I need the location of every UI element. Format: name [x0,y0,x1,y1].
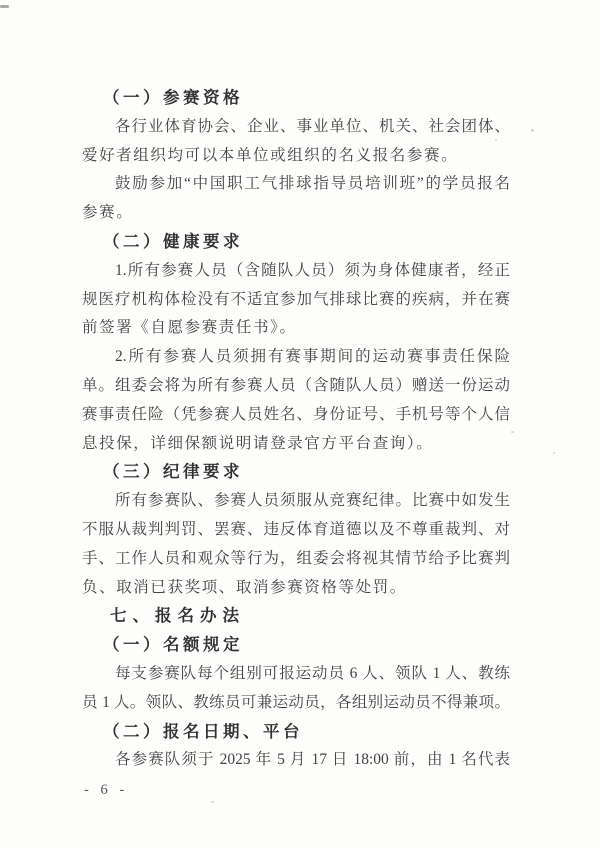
scan-speck [211,801,214,803]
page-number: - 6 - [84,782,129,798]
scan-edge-artifact [0,5,9,8]
document-line: 单。组委会将为所有参赛人员（含随队人员）赠送一份运动 [82,376,510,394]
section-heading: （二）健康要求 [103,231,243,251]
document-line: 每支参赛队每个组别可报运动员 6 人、领队 1 人、教练 [115,664,510,682]
document-line: 前签署《自愿参赛责任书》。 [82,319,297,337]
scan-speck [531,129,534,132]
document-line: 爱好者组织均可以本单位或组织的名义报名参赛。 [82,146,459,164]
document-line: 1.所有参赛人员（含随队人员）须为身体健康者，经正 [115,261,510,279]
document-line: 负、取消已获奖项、取消参赛资格等处罚。 [82,578,407,596]
document-line: 鼓励参加“中国职工气排球指导员培训班”的学员报名 [115,175,510,193]
document-line: 规医疗机构体检没有不适宜参加气排球比赛的疾病，并在赛 [82,290,510,308]
document-line: 2.所有参赛人员须拥有赛事期间的运动赛事责任保险 [115,348,510,366]
section-heading: （一）名额规定 [103,635,243,655]
section-heading: （一）参赛资格 [103,88,243,107]
document-line: 员 1 人。领队、教练员可兼运动员，各组别运动员不得兼项。 [82,693,510,711]
section-heading: 七、报名办法 [110,607,245,626]
document-line: 手、工作人员和观众等行为，组委会将视其情节给予比赛判 [82,549,510,567]
document-line: 息投保，详细保额说明请登录官方平台查询）。 [82,434,434,452]
document-body [82,84,510,775]
document-line: 各参赛队须于 2025 年 5 月 17 日 18:00 前，由 1 名代表 [115,751,510,769]
document-line: 各行业体育协会、企业、事业单位、机关、社会团体、 [115,117,510,135]
document-line: 赛事责任险（凭参赛人员姓名、身份证号、手机号等个人信 [82,405,510,423]
scan-speck [553,452,555,454]
document-line: 参赛。 [82,204,134,222]
document-line: 不服从裁判判罚、罢赛、违反体育道德以及不尊重裁判、对 [82,520,510,538]
section-heading: （二）报名日期、平台 [103,721,303,741]
scan-speck [511,431,514,433]
document-line: 所有参赛队、参赛人员须服从竞赛纪律。比赛中如发生 [115,492,510,510]
section-heading: （三）纪律要求 [103,462,243,482]
